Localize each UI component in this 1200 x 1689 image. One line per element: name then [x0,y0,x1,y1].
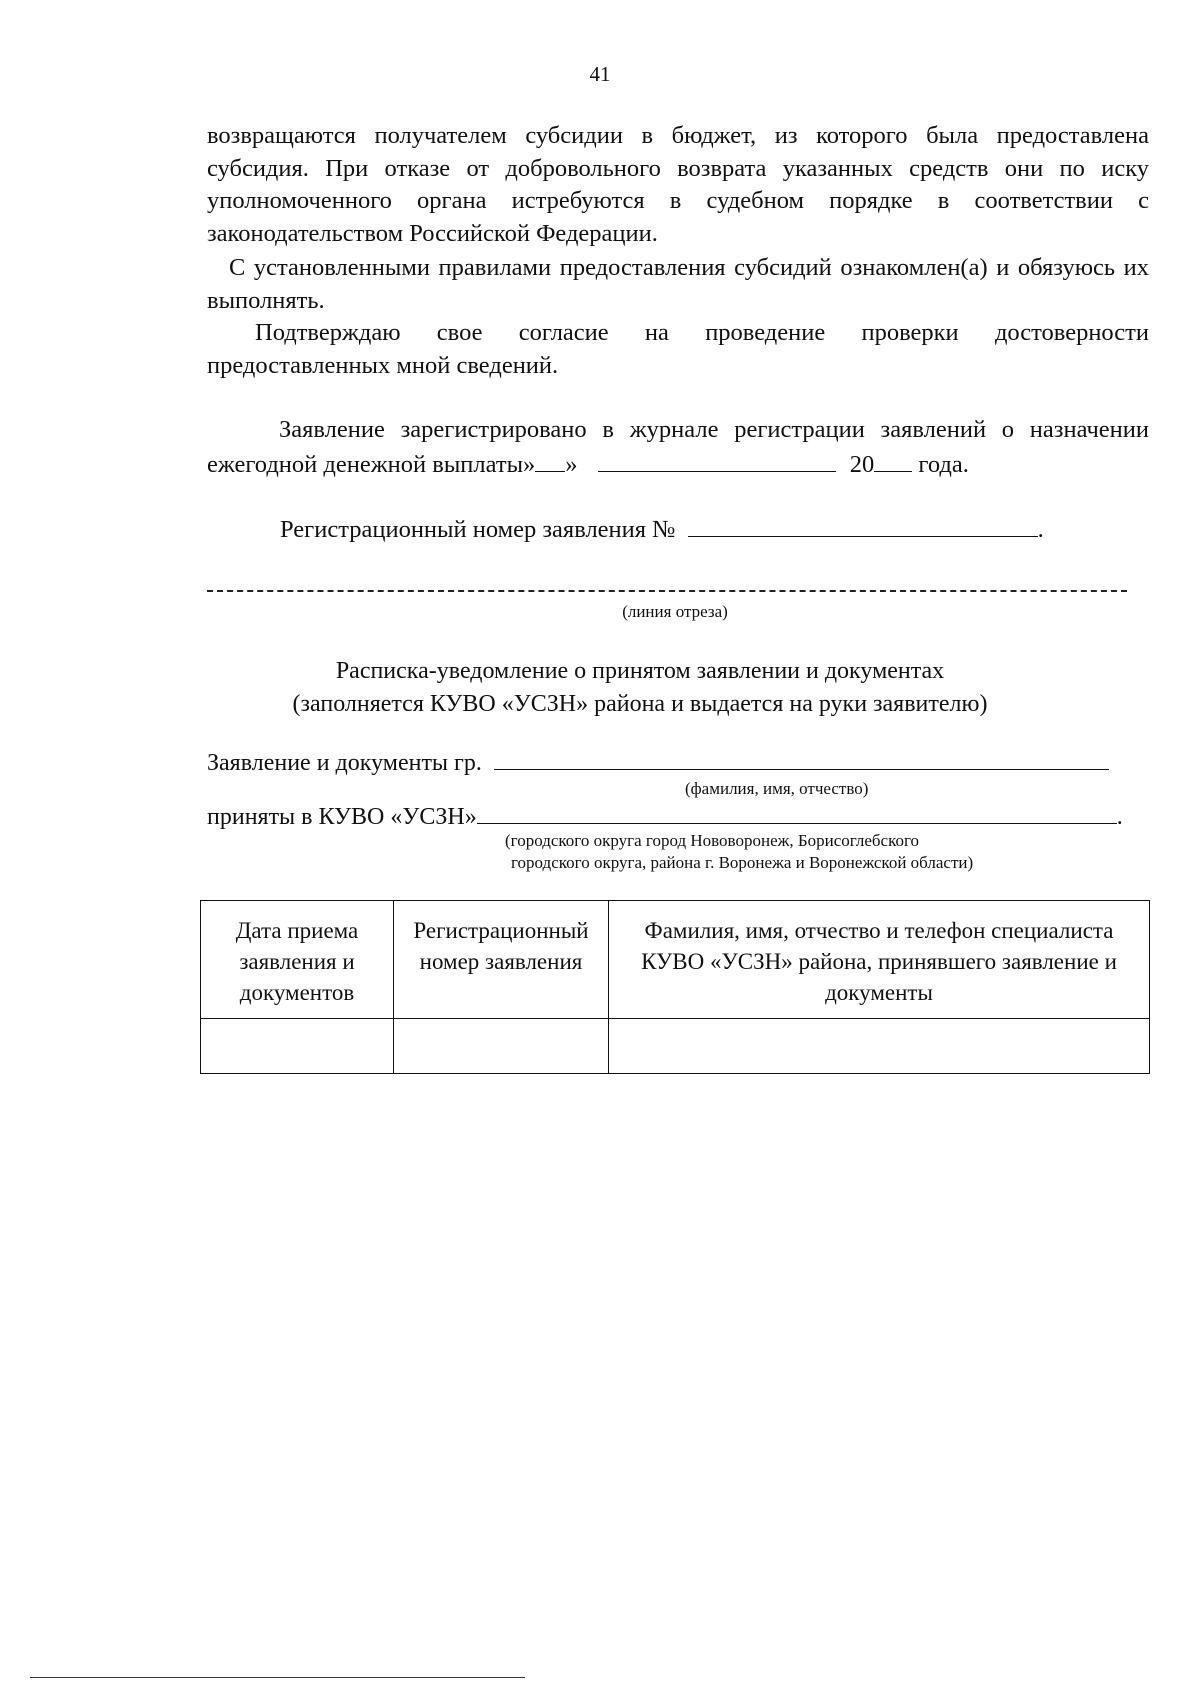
page-number: 41 [589,62,611,86]
header-specialist: Фамилия, имя, отчество и телефон специалиста КУВО «УСЗН» района, принявшего заявление и документы [609,901,1150,1019]
cell-reg-number[interactable] [394,1019,609,1074]
quote-open-day: » [523,450,536,478]
header-date: Дата приема заявления и документов [201,901,394,1019]
applicant-caption: (фамилия, имя, отчество) [685,779,869,798]
cell-date[interactable] [201,1019,394,1074]
paragraph-refund: возвращаются получателем субсидии в бюджет, из которого была предоставлена субсидия. При отказе от добровольного возврата указанных средств они по иску уполномоченного органа истребуются в судебном порядке в соответствии с законодательством Российской Федерации. [207,122,1149,247]
office-caption-line2: городского округа, района г. Воронежа и Воронежской области) [511,853,974,872]
accepted-label: приняты в КУВО «УСЗН» [207,804,477,830]
registration-statement [207,414,1149,481]
year-prefix: 20 [849,450,875,478]
cut-line-caption: (линия отреза) [622,602,728,621]
cell-specialist[interactable] [609,1019,1150,1074]
table-header-row [201,901,1150,1019]
year-field[interactable] [874,447,912,472]
applicant-row [207,745,1109,778]
footer-rule [30,1677,525,1678]
registration-number-label: Регистрационный номер заявления № [280,516,676,543]
registration-number-row [280,512,1044,546]
header-reg-number: Регистрационный номер заявления [394,901,609,1019]
accepted-end: . [1116,804,1123,830]
office-field[interactable] [477,799,1117,824]
receipt-title-line2: (заполняется КУВО «УСЗН» района и выдается на руки заявителю) [292,691,988,717]
applicant-name-field[interactable] [494,745,1109,770]
accepted-row [207,799,1123,832]
paragraph-consent: Подтверждаю свое согласие на проведение проверки достоверности предоставленных мной сведений. [207,319,1149,379]
table-row [201,1019,1150,1074]
receipt-table [200,900,1150,1074]
year-suffix: года. [918,450,969,478]
cut-line [207,590,1127,592]
receipt-title-line1: Расписка-уведомление о принятом заявлении и документах [335,658,945,684]
month-field[interactable] [598,447,836,472]
office-caption [505,830,973,874]
registration-number-end: . [1037,516,1044,543]
day-field[interactable] [535,447,565,472]
registration-text: Заявление зарегистрировано в журнале регистрации заявлений о назначении ежегодной денежной выплаты [207,416,1149,478]
registration-number-field[interactable] [688,512,1038,537]
quote-close: » [565,450,578,478]
paragraph-acknowledgement: С установленными правилами предоставления субсидий ознакомлен(а) и обязуюсь их выполнять. [207,254,1149,314]
receipt-title [0,655,1200,721]
applicant-label: Заявление и документы гр. [207,750,482,776]
office-caption-line1: (городского округа город Нововоронеж, Борисоглебского [505,831,920,850]
